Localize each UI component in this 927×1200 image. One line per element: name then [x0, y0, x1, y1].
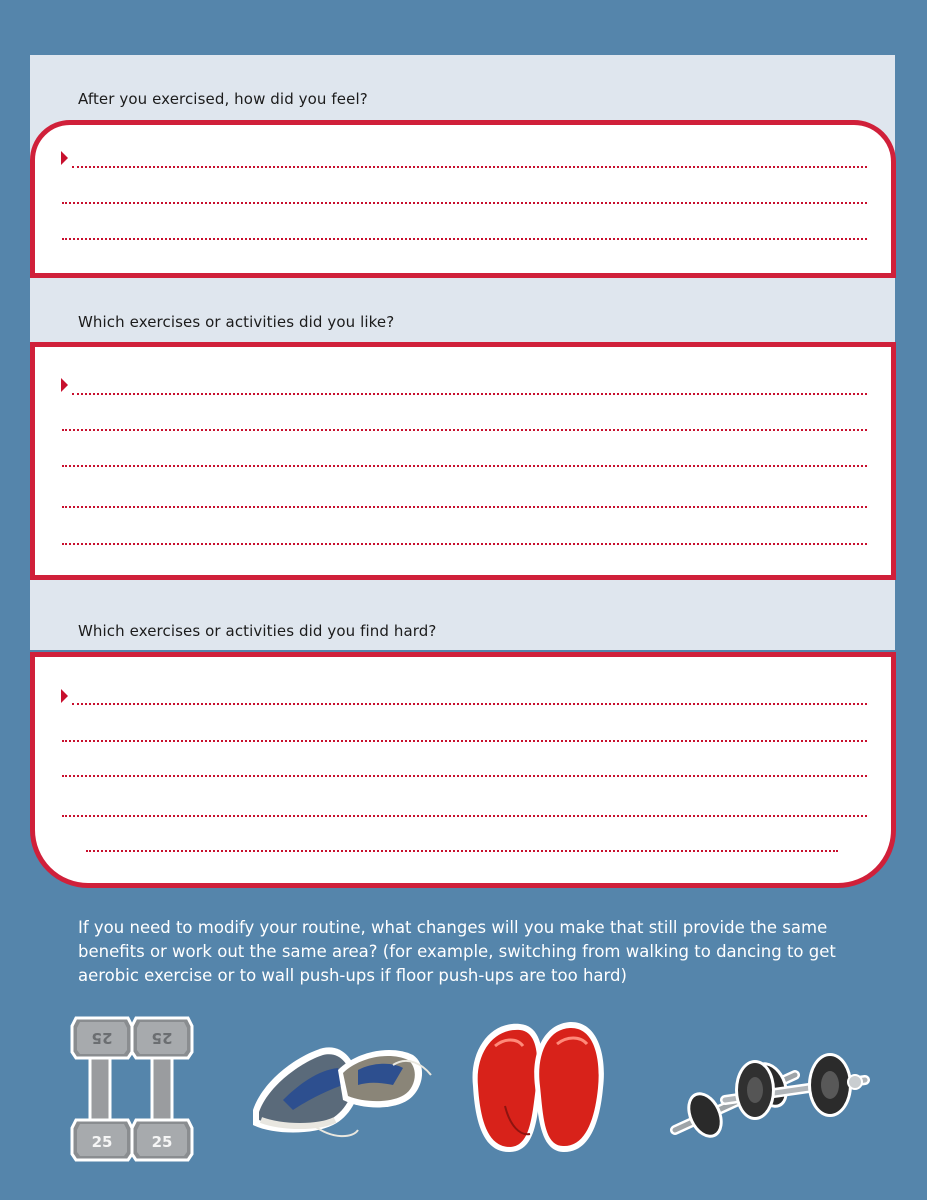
weight-label: 25 — [151, 1029, 173, 1047]
question-like: Which exercises or activities did you like? — [78, 313, 395, 331]
weight-label: 25 — [91, 1133, 113, 1151]
weight-label: 25 — [151, 1133, 173, 1151]
hex-dumbbells-image — [70, 1012, 195, 1162]
answer-box-hard[interactable] — [30, 652, 896, 888]
answer-line[interactable] — [62, 202, 867, 204]
hex-dumbbell-left — [72, 1018, 132, 1160]
form-panel-lower — [30, 590, 895, 650]
answer-line[interactable] — [62, 238, 867, 240]
answer-line[interactable] — [86, 850, 838, 852]
weight-label: 25 — [91, 1029, 113, 1047]
answer-line[interactable] — [62, 740, 867, 742]
question-feel: After you exercised, how did you feel? — [78, 90, 368, 108]
answer-line[interactable] — [62, 543, 867, 545]
question-hard: Which exercises or activities did you find hard? — [78, 622, 437, 640]
answer-line[interactable] — [62, 506, 867, 508]
answer-line[interactable] — [72, 703, 867, 705]
pointer-arrow-icon — [61, 151, 68, 165]
boxing-gloves-image — [465, 1016, 610, 1156]
answer-line[interactable] — [62, 429, 867, 431]
hex-dumbbell-right — [132, 1018, 192, 1160]
adjustable-dumbbells-image — [665, 1030, 870, 1140]
answer-line[interactable] — [62, 775, 867, 777]
pointer-arrow-icon — [61, 378, 68, 392]
sneakers-image — [243, 1030, 433, 1145]
pointer-arrow-icon — [61, 689, 68, 703]
footer-prompt: If you need to modify your routine, what changes will you make that still provide the same benefits or work out the same area? (for example, switching from walking to dancing to get aerobic exercise or to wall push-ups if floor push-ups are too hard) — [78, 918, 836, 985]
answer-box-feel[interactable] — [30, 120, 896, 278]
answer-line[interactable] — [72, 166, 867, 168]
answer-line[interactable] — [62, 815, 867, 817]
answer-line[interactable] — [72, 393, 867, 395]
answer-line[interactable] — [62, 465, 867, 467]
